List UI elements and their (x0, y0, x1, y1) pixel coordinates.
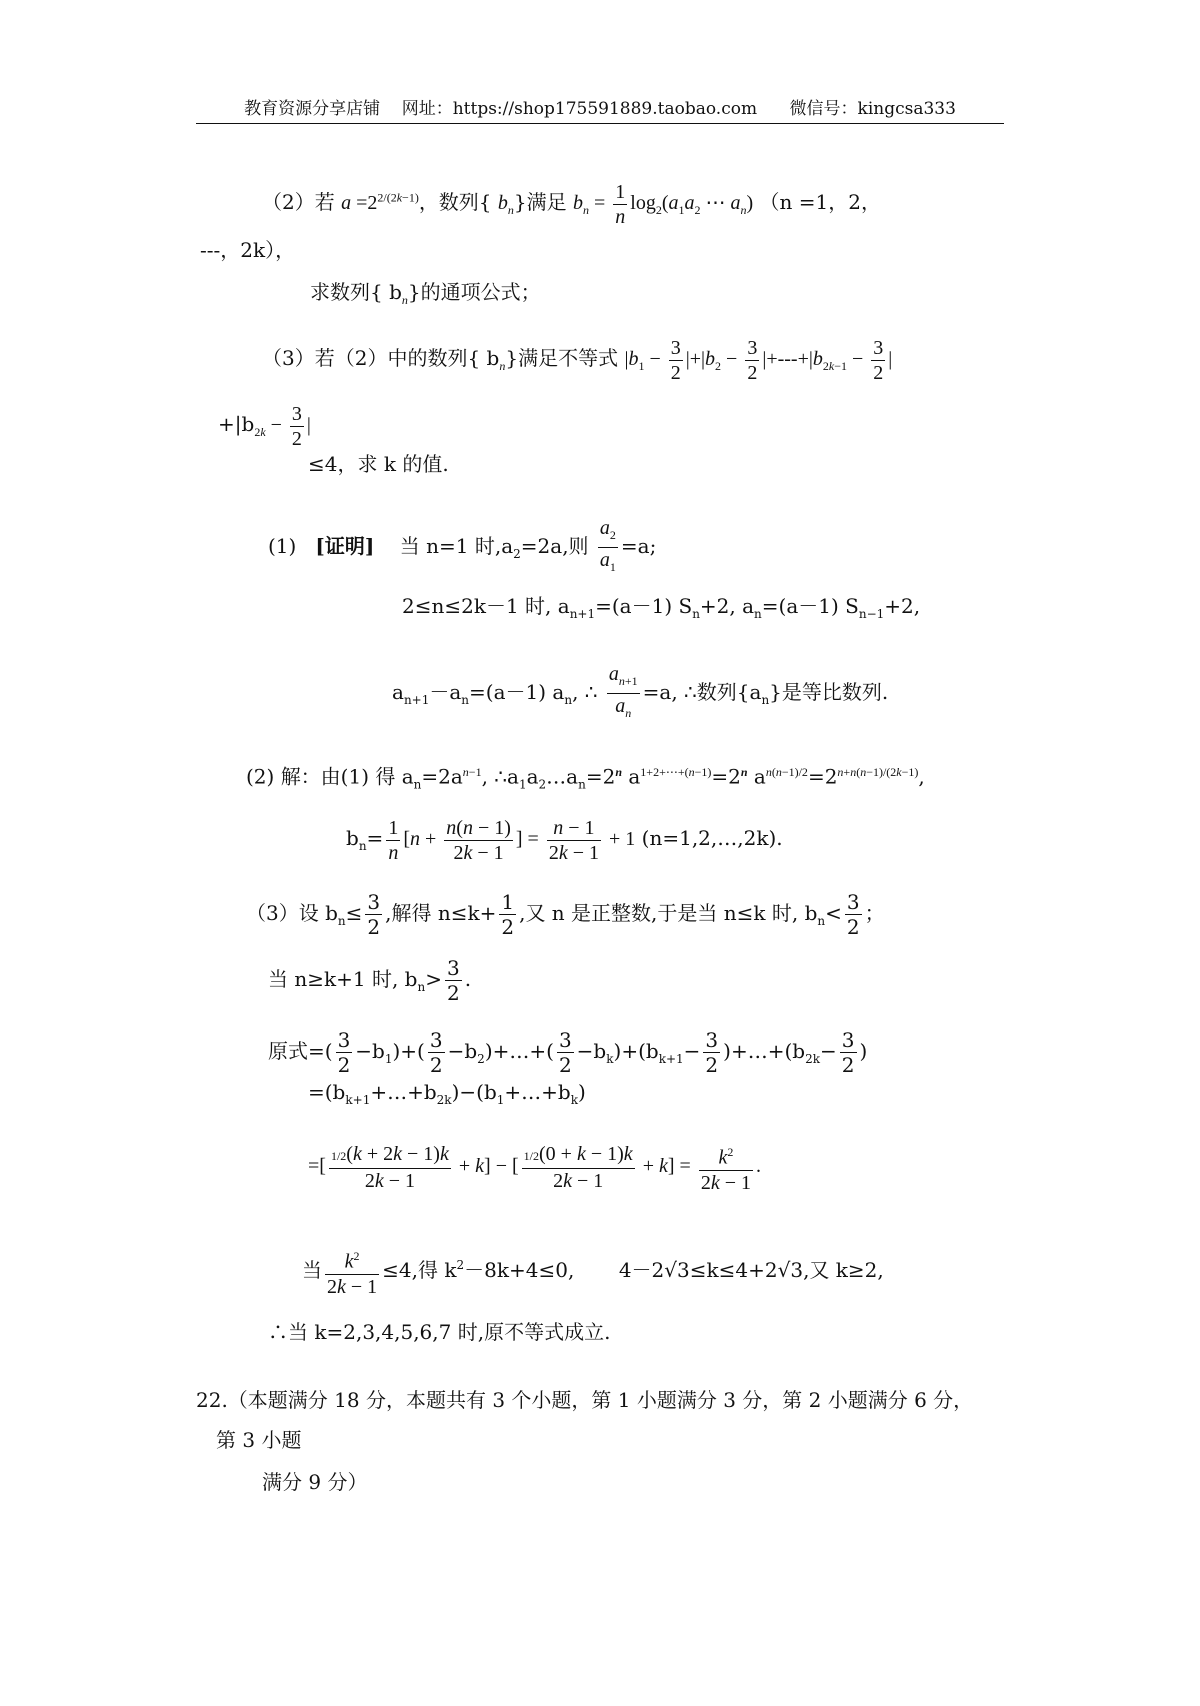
question-part3-line2: $+|b_{2k}$ − $\frac{3}{2}$ | (218, 403, 311, 450)
header-wechat: kingcsa333 (857, 99, 956, 119)
solution-part3-expand: =[ $\frac{1/2(k + 2k - 1)k}{2k - 1}$ + k] − [ $\frac{1/2(0 + k - 1)k}{2k - 1}$ + k] = $\frac{k^2}{2k - 1}$ . (308, 1140, 761, 1195)
question-part2-range: ---，2k）， (200, 238, 296, 262)
solution-part2: (2) 解：由(1) 得 $a_n=2a^{n-1}$, $\therefore a_1a_2\dots a_n=2^n$ $a^{1+2+\cdots+(n-1)}=2^n$ $a^{n(n-1)/2}=2^{n+n(n-1)/(2k-1)}$, (246, 764, 925, 792)
solution-part3: （3）设 $b_n\le$ $\frac{3}{2}$ ,解得 n≤k+ $\frac{1}{2}$ ,又 n 是正整数,于是当 n≤k 时, $b_n<$ $\frac{3}{2}$ ； (246, 890, 885, 939)
solution-part2-line2: $b_n=$ $\frac{1}{n}$ [n + $\frac{n(n - 1)}{2k - 1}$ ] = $\frac{n - 1}{2k - 1}$ + 1 (n=1,2,…,2k). (346, 817, 783, 864)
question-part3-line3: ≤4，求 k 的值. (308, 452, 449, 476)
header-site: https://shop175591889.taobao.com (452, 99, 758, 119)
q22-line3: 满分 9 分） (262, 1470, 368, 1494)
header-wechat-label: 微信号： (789, 99, 858, 119)
q22-line2: 第 3 小题 (216, 1428, 302, 1452)
solution-part1-line2: 2≤n≤2k－1 时, $a_{n+1}=(a-1)$ $S_n+2$, $a_n=(a-1)$ $S_{n-1}+2$, (402, 594, 921, 621)
header-site-label: 网址： (401, 99, 453, 119)
solution-part1: (1) [证明] 当 n=1 时$,a_2=2a$,则 $\frac{a_2}{a_1}$ =a; (268, 517, 657, 574)
page-header (196, 96, 1004, 126)
solution-part3-original: 原式=( $\frac{3}{2}$ $-b_1)+$( $\frac{3}{2}$ $-b_2)+\dots+$( $\frac{3}{2}$ $-b_k)+(b_{k+1}-$ $\frac{3}{2}$ )$+\dots+(b_{2k}-$ $\frac{3}{2}$ ) (268, 1028, 868, 1077)
question-part3: （3）若（2）中的数列{ $b_n$}满足不等式 $|b_1$ − $\frac{3}{2}$ $|+|b_2$ − $\frac{3}{2}$ $|+---+|b_{2k-1}$ − $\frac{3}{2}$ | (262, 337, 893, 384)
solution-part3-when: 当 $\frac{k^2}{2k - 1}$ ≤4,得 $k^2-8k+4\le 0$, 4－2√3≤k≤4+2√3,又 k≥2, (302, 1244, 884, 1299)
question-part2: （2）若 $a =2^{2/(2k-1)}$，数列{ $b_n$}满足 $b_n$ = $\frac{1}{n}$ $\log_2(a_1a_2$ ⋯ $a_n$) （n =1，2， (262, 181, 881, 228)
solution-part3-sum: $=(b_{k+1}+\dots+b_{2k})-(b_1+\dots+b_k)$ (308, 1080, 586, 1107)
proof-tag: [证明] (315, 534, 375, 558)
solution-part3-line2: 当 n≥k+1 时, $b_n>$ $\frac{3}{2}$ . (268, 956, 472, 1005)
header-rule (196, 123, 1004, 124)
solution-part1-line3: $a_{n+1}-a_n=(a-1)$ $a_n$, ∴ $\frac{a_{n+1}}{a_n}$ =a, ∴数列$\{a_n\}$是等比数列. (392, 663, 889, 720)
solution-conclusion: ∴当 k=2,3,4,5,6,7 时,原不等式成立. (268, 1320, 611, 1344)
header-shop: 教育资源分享店铺 (244, 99, 381, 119)
question-part2-ask: 求数列{ $b_n$}的通项公式； (310, 280, 541, 307)
q22-line1: 22.（本题满分 18 分，本题共有 3 个小题，第 1 小题满分 3 分，第 2 小题满分 6 分， (196, 1388, 974, 1412)
